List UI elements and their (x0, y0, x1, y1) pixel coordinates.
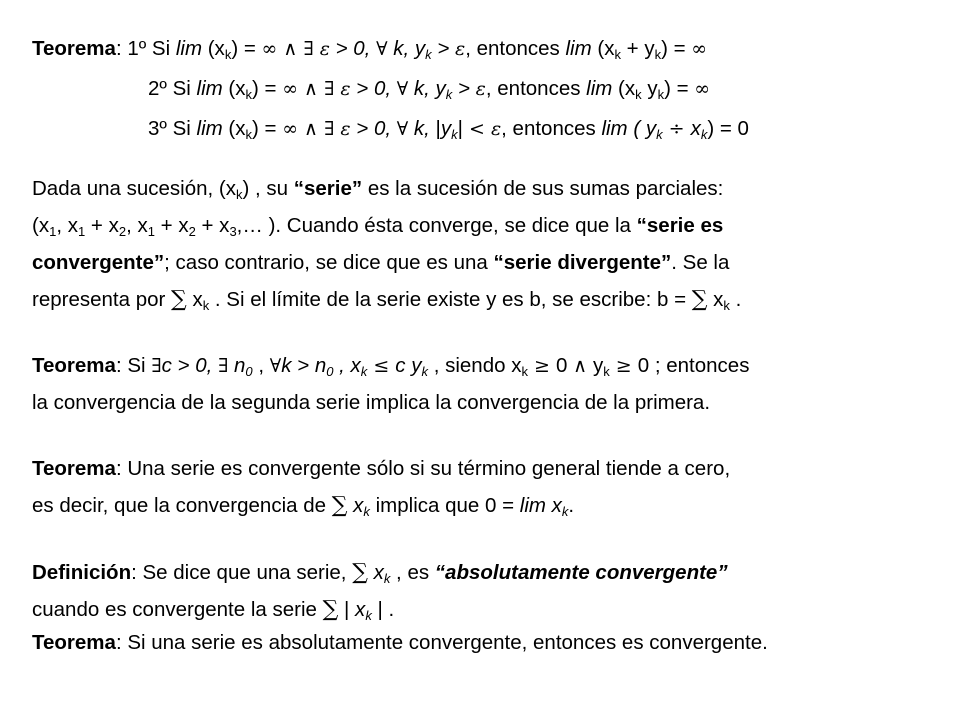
sigma-icon: ∑ (691, 287, 708, 312)
serie-def-line1: Dada una sucesión, $(x_k)$ , su “serie” es la sucesión de sus sumas parciales: (32, 177, 724, 202)
exists-symbol: ∃ (303, 38, 314, 60)
theorem1-line1: Teorema: 1º Si $\lim (x_k)$ = ∞ ∧ ∃ ε > 0, ∀ k, $y_k > \varepsilon$, entonces $\lim (x_k + y_k)$ = ∞ (32, 37, 708, 62)
theorem3-line1: Teorema: Una serie es convergente sólo si su término general tiende a cero, (32, 457, 731, 480)
serie-def-line4: representa por ∑ $x_k$ . Si el límite de la serie existe y es b, se escribe: b = ∑ $x_k$ . (32, 287, 742, 313)
definition-line1: Definición: Se dice que una serie, ∑ $x_k$ , es “absolutamente convergente” (32, 560, 728, 586)
sigma-icon: ∑ (322, 597, 339, 622)
theorem2-label: Teorema (32, 354, 116, 377)
forall-symbol: ∀ (376, 38, 388, 60)
sigma-icon: ∑ (171, 287, 187, 312)
theorem1-line2: 2º Si $\lim (x_k)$ = ∞ ∧ ∃ ε > 0, ∀ k, $y_k > \varepsilon$, entonces $\lim (x_k$ $y_k$) = ∞ (148, 77, 711, 102)
infinity-symbol: ∞ (261, 38, 278, 60)
sigma-icon: ∑ (331, 493, 348, 518)
theorem2-line1: Teorema: Si ∃c > 0, ∃ $n_0$ , ∀k > $n_0$ , $x_k \le c$ $y_k$ , siendo $x_k \ge 0$ ∧ $y_k \ge 0$ ; entonces (32, 354, 750, 379)
theorem3-label: Teorema (32, 457, 116, 480)
definition-line2: cuando es convergente la serie ∑ | $x_k$ | . (32, 597, 395, 623)
serie-def-line3: convergente”; caso contrario, se dice que es una “serie divergente”. Se la (32, 251, 730, 274)
theorem1-label: Teorema (32, 37, 116, 60)
definition-label: Definición (32, 561, 132, 584)
theorem1-line3: 3º Si $\lim (x_k)$ = ∞ ∧ ∃ ε > 0, ∀ k, $|y_k| < \varepsilon$, entonces lim ( $y_k \div x_k) = 0$ (148, 117, 749, 142)
sigma-icon: ∑ (352, 560, 368, 585)
serie-def-line2: ($x_1$, $x_1 + x_2$, $x_1 + x_2$ + $x_3,\dots$ ). Cuando ésta converge, se dice que la “serie es (32, 214, 724, 239)
theorem3-line2: es decir, que la convergencia de ∑ $x_k$ implica que $0 = \lim x_k$. (32, 493, 575, 519)
theorem4-label: Teorema (32, 631, 116, 654)
theorem2-line2: la convergencia de la segunda serie implica la convergencia de la primera. (32, 391, 711, 414)
theorem4-line: Teorema: Si una serie es absolutamente convergente, entonces es convergente. (32, 631, 768, 654)
